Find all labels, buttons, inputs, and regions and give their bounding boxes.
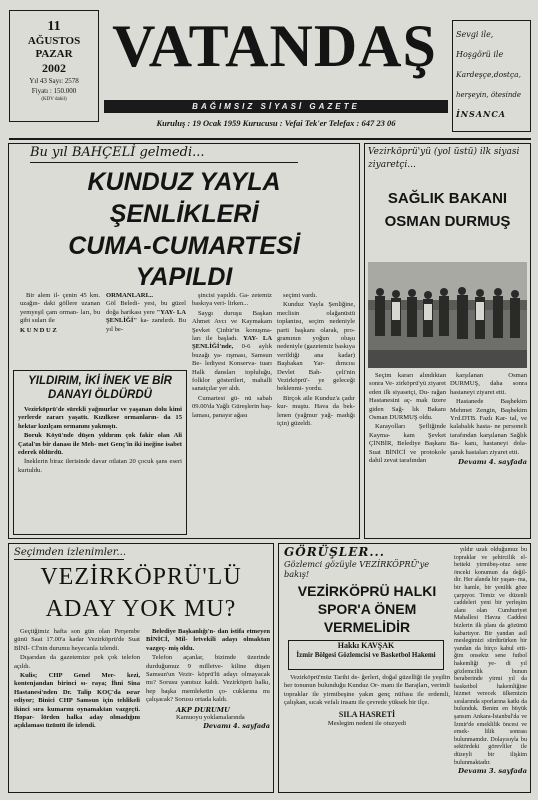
- price: Fiyatı : 150.000: [31, 87, 77, 95]
- main-headline-line: CUMA-CUMARTESİ: [68, 232, 300, 260]
- opinion-col-1: [284, 674, 450, 728]
- main-col-3-b: Saygı duruşu Başkan Ahmet Avcı ve Kaymakam Şevket Çinbir'in konuşma- ları ile başladı.: [192, 309, 272, 343]
- health-continue: Devamı 4. sayfada: [458, 458, 527, 467]
- main-col-1-text: Bir alem il- çenin 45 km. uzağın- daki göllere uzanan yemyeşil çam orman- ları, bu gibi suları ile: [20, 292, 100, 325]
- main-col-2-end: ka- zandırdı. Bu yıl be-: [106, 317, 186, 333]
- main-col-2-bold: "YAY- LA ŞENLİĞİ": [106, 308, 186, 325]
- election-continue: Devamı 4. sayfada: [203, 722, 270, 731]
- date-month: AĞUSTOS: [27, 35, 81, 47]
- main-col-2-lead: ORMANLARI...: [106, 292, 154, 299]
- date-weekday: PAZAR: [35, 48, 73, 60]
- main-col-4-c: Birçok aile Kunduz'a çadır kur- muştu. Hava da bek- lenen (yağmur yağ- madığı için) güzeldi.: [277, 394, 355, 428]
- main-col-3: [192, 292, 272, 421]
- election-col-2-b: Telefon açanlar, bizimde üzerinde durduğumuz 9 milletve- kiline düşen Samsun'un Vezir- köprü'lü adayı olmayacak mı? Sorusu yanıtsız kaldı. Vezirköprü halkı, hep başka memleketin ço- cuklarına mı çalışacak? Sorusu ortada kaldı.: [146, 654, 270, 704]
- main-col-4: [277, 292, 355, 430]
- masthead-rule: [9, 138, 531, 140]
- opinion-label: GÖRÜŞLER...: [284, 545, 385, 559]
- health-col-2-b: Hastanede Başhekim Mehmet Zengin, Başhekim Yrd.DTB. Fazlı Kar- tal, ve kalabalık hasta- ne personeli tarafından karşılanan Sağlık Ba- kanı, hastaneyi dola- şarak hastaları ziyaret etti.: [450, 398, 527, 456]
- main-col-3-c: 0-6 aylık buzağı ya- rışması, Samsun Be- lediyesi Konserva- tuarı Halk dansları topluluğu, folklor gösterileri, mahalli sanatçılar yer aldı.: [192, 343, 272, 393]
- health-col-1: [369, 372, 446, 466]
- newspaper-subtitle: BAĞIMSIZ SİYASİ GAZETE: [192, 102, 360, 111]
- vat-note: (KDV dahil): [41, 97, 67, 102]
- main-kicker: Bu yıl BAHÇELİ gelmedi...: [30, 145, 205, 160]
- health-headline-line: SAĞLIK BAKANI: [387, 190, 508, 207]
- election-col-2-a: Belediye Başkanlığı'n- dan istifa etmeyen BİNİCİ, Mil- letvekili adayı olmaktan vazgeç- miş oldu.: [146, 628, 270, 652]
- health-col-2: [450, 372, 527, 466]
- opinion-col-2: [454, 547, 527, 776]
- main-col-4-b: Kunduz Yayla Şenliğine, meclisin olağanüstü toplantısı, seçim nedeniyle parti başkanı olarak, pro- gramının yoğun oluşu nedeniyle (gazetemiz baskıya verildiği ana kadar) Başbakan Yar- dımcısı Devlet Bah- çeli'nin Vezirköprü'- ye geleceği beklenmi- yordu.: [277, 301, 355, 393]
- main-col-1: [20, 292, 100, 335]
- storm-p2: Boruk Köyü'nde düşen yıldırım çok fakir olan Ali Çatal'ın bir danası ile Meh- met Genç'in iki ineğine isabet ederek öldürdü.: [18, 432, 182, 457]
- election-kicker: Seçimden izlenimler...: [14, 547, 127, 558]
- main-col-4-a: seçimi vardı.: [283, 292, 318, 299]
- date-year: 2002: [42, 61, 66, 75]
- health-headline-line: OSMAN DURMUŞ: [384, 213, 511, 230]
- election-headline-line: ADAY YOK MU?: [45, 596, 237, 622]
- opinion-continue: Devamı 3. sayfada: [458, 767, 527, 776]
- health-kicker: Vezirköprü'yü (yol üstü) ilk siyasi ziyaretçi...: [368, 147, 520, 170]
- election-col-1-b: Dışarıdan da gazetemize pek çok telefon açıldı.: [14, 654, 140, 670]
- election-col-1-c: Kulis; CHP Genel Mer- kezi, kontenjandan birinci sı- raya; İhni Sina Hastanesi'nden Dr. Talip KOÇ'da ısrar ediyor; Binici CHP Samsun için tehlikeli ikinci sıra kumarını oynamaktan vazgeçti. Hopar- lörden halka aday olmadığını açıklaması üzüntü ile izlendi.: [14, 672, 140, 730]
- main-col-2: [106, 292, 186, 334]
- opinion-headline-line: VERMELİDİR: [323, 619, 411, 635]
- health-col-1-b: Karayolları Şefliğinde Kayma- kam Şevket ÇİNBİR, Belediye Başkanı Suat BİNİCİ ve protokole dahil zevat tarafından: [369, 423, 446, 465]
- election-sign: AKP DURUMU: [176, 705, 230, 714]
- storm-body: [18, 406, 182, 476]
- main-col-3-d: Cumartesi gü- nü sabah 09.00'da Yağlı Güreşlerin baş- laması, panayır ağası: [192, 394, 272, 419]
- election-sign-2: Kamuoyu yoklamalarında: [176, 714, 245, 722]
- motto-line: İNSANCA: [456, 109, 506, 119]
- news-photo-art: [368, 262, 527, 368]
- kicker-underline: [30, 162, 298, 163]
- storm-headline: YILDIRIM, İKİ İNEK VE BİR DANAYI ÖLDÜRDÜ: [28, 375, 172, 401]
- opinion-sign: SILA HASRETİ: [338, 709, 396, 719]
- motto-box: [452, 20, 531, 132]
- motto-line: herşeyin, ötesinde: [456, 91, 522, 99]
- newspaper-title: VATANDAŞ: [112, 13, 437, 79]
- main-col-3-bold: YAY- LA ŞENLİĞİ'nde,: [192, 335, 272, 351]
- election-col-1: [14, 628, 140, 732]
- election-kicker-underline: [14, 559, 124, 560]
- main-col-1-caps: K U N D U Z: [20, 326, 57, 334]
- author-title: İzmir Bölgesi Gözlemcisi ve Basketbol Hakemi: [296, 651, 436, 659]
- health-col-1-a: Seçim kararı alındıktan sonra Ve- zirköprü'yü ziyaret eden ilk siyasetçi, Du- rağan Hastanesini aç- mak üzere giden Sağ- lık Bakanı Osman DURMUŞ oldu.: [369, 372, 446, 422]
- motto-line: Sevgi ile,: [456, 30, 494, 39]
- founding-line: Kuruluş : 19 Ocak 1959 Kurucusu : Vefai Tek'er Telefax : 647 23 06: [156, 118, 396, 128]
- health-col-2-a: karşılanan Osman DURMUŞ, daha sonra hastaneyi ziyaret etti.: [450, 372, 527, 396]
- main-headline-line: YAPILDI: [135, 263, 233, 291]
- election-col-1-a: Geçtiğimiz hafta son gün olan Perşembe günü Saat 17.00'a kadar Vezirköprü'de Suat BİNİ- Cİ'nin durumu heyecanla izlendi.: [14, 628, 140, 652]
- news-photo: [368, 262, 527, 368]
- issue-number: Yıl 43 Sayı: 2578: [29, 77, 79, 85]
- opinion-sign-2: Meslegim nedeni ile otuzyedi: [327, 719, 407, 727]
- date-box: [9, 10, 99, 122]
- election-headline-line: VEZİRKÖPRÜ'LÜ: [40, 564, 242, 590]
- date-day: 11: [47, 19, 61, 34]
- opinion-col-1-text: Vezirköprü'müz Tarihi de- ğerleri, doğal güzelliği ile yeşilin her tonunun bulunduğu Kunduz Or- manı ile Barajları, verimli topraklar ile yirmibeşine yakın genç nüfusu ile erdemli, çalışkan, sıcak vefalı insanı ile çevrede yüksek bir ilçe.: [284, 674, 450, 707]
- main-headline-line: KUNDUZ YAYLA: [87, 168, 281, 196]
- author-box: [288, 640, 444, 670]
- opinion-kicker: Gözlemci gözüyle VEZİRKÖPRÜ'ye bakış!: [284, 559, 430, 579]
- main-col-3-a: şincisi yapıldı. Ga- zetemiz baskıya veri- lirken...: [192, 292, 272, 308]
- opinion-headline-line: VEZİRKÖPRÜ HALKI: [297, 583, 437, 599]
- author-name: Hakkı KAVŞAK: [337, 641, 395, 650]
- main-headline-line: ŞENLİKLERİ: [109, 200, 259, 228]
- motto-line: Hoşgörü ile: [456, 50, 504, 59]
- opinion-col-2-text: yıldır uzak olduğumuz bu topraklar ve şehircilik el- betteki yirmibeş-otuz sene önceki konumun da değil- dir. Her alanda bir yaşan- ma, bir hamle, bir yenilik göze çarpıyor. Temiz ve düzenli caddeleri yeni bir yerleşim alanı olan Cumhuriyet Mahallesi Havza Caddesi bizlerin ilk planı da gözümü kabartıyor. Bir yandan asil meslegimizi sürdürürken bir yandan da birço kabul etti- ğim onsekiz sene futbol hakemliği ye- di yıl gözlemcilik bunun beraberinde yirmi yıl da basketbol hakemliğine hizmet verecek ülkemizin sıralarında sporlarına katkı da bulunduk. Benim en büyük şansım Ankara-İstanbul'da ve İzmir'de emeklilik öncesi ve emek- lilik sonrası bulunmamdır. Dolayısıyla bu sektördeki görevliler ile düzeyli bir ilişkim bulunmaktadır.: [454, 547, 527, 766]
- storm-p3: İneklerin biraz ilerisinde davar otlatan 20 çocuk şans eseri kurtuldu.: [18, 458, 182, 474]
- election-col-2: [146, 628, 270, 731]
- storm-p1: Vezirköprü'de sürekli yağmurlar ve yaşanan dolu kimi yerlerde zararı yaşattı. Kızılkese ormanların- da 15 hektar kızılçam ormanını yakmıştı.: [18, 406, 182, 430]
- opinion-headline-line: SPOR'A ÖNEM: [317, 601, 417, 617]
- motto-line: Kardeşçe,dostça,: [456, 70, 522, 79]
- main-col-2-text: Göl Beledi- yesi, bu güzel doğa harikası yere: [106, 300, 186, 316]
